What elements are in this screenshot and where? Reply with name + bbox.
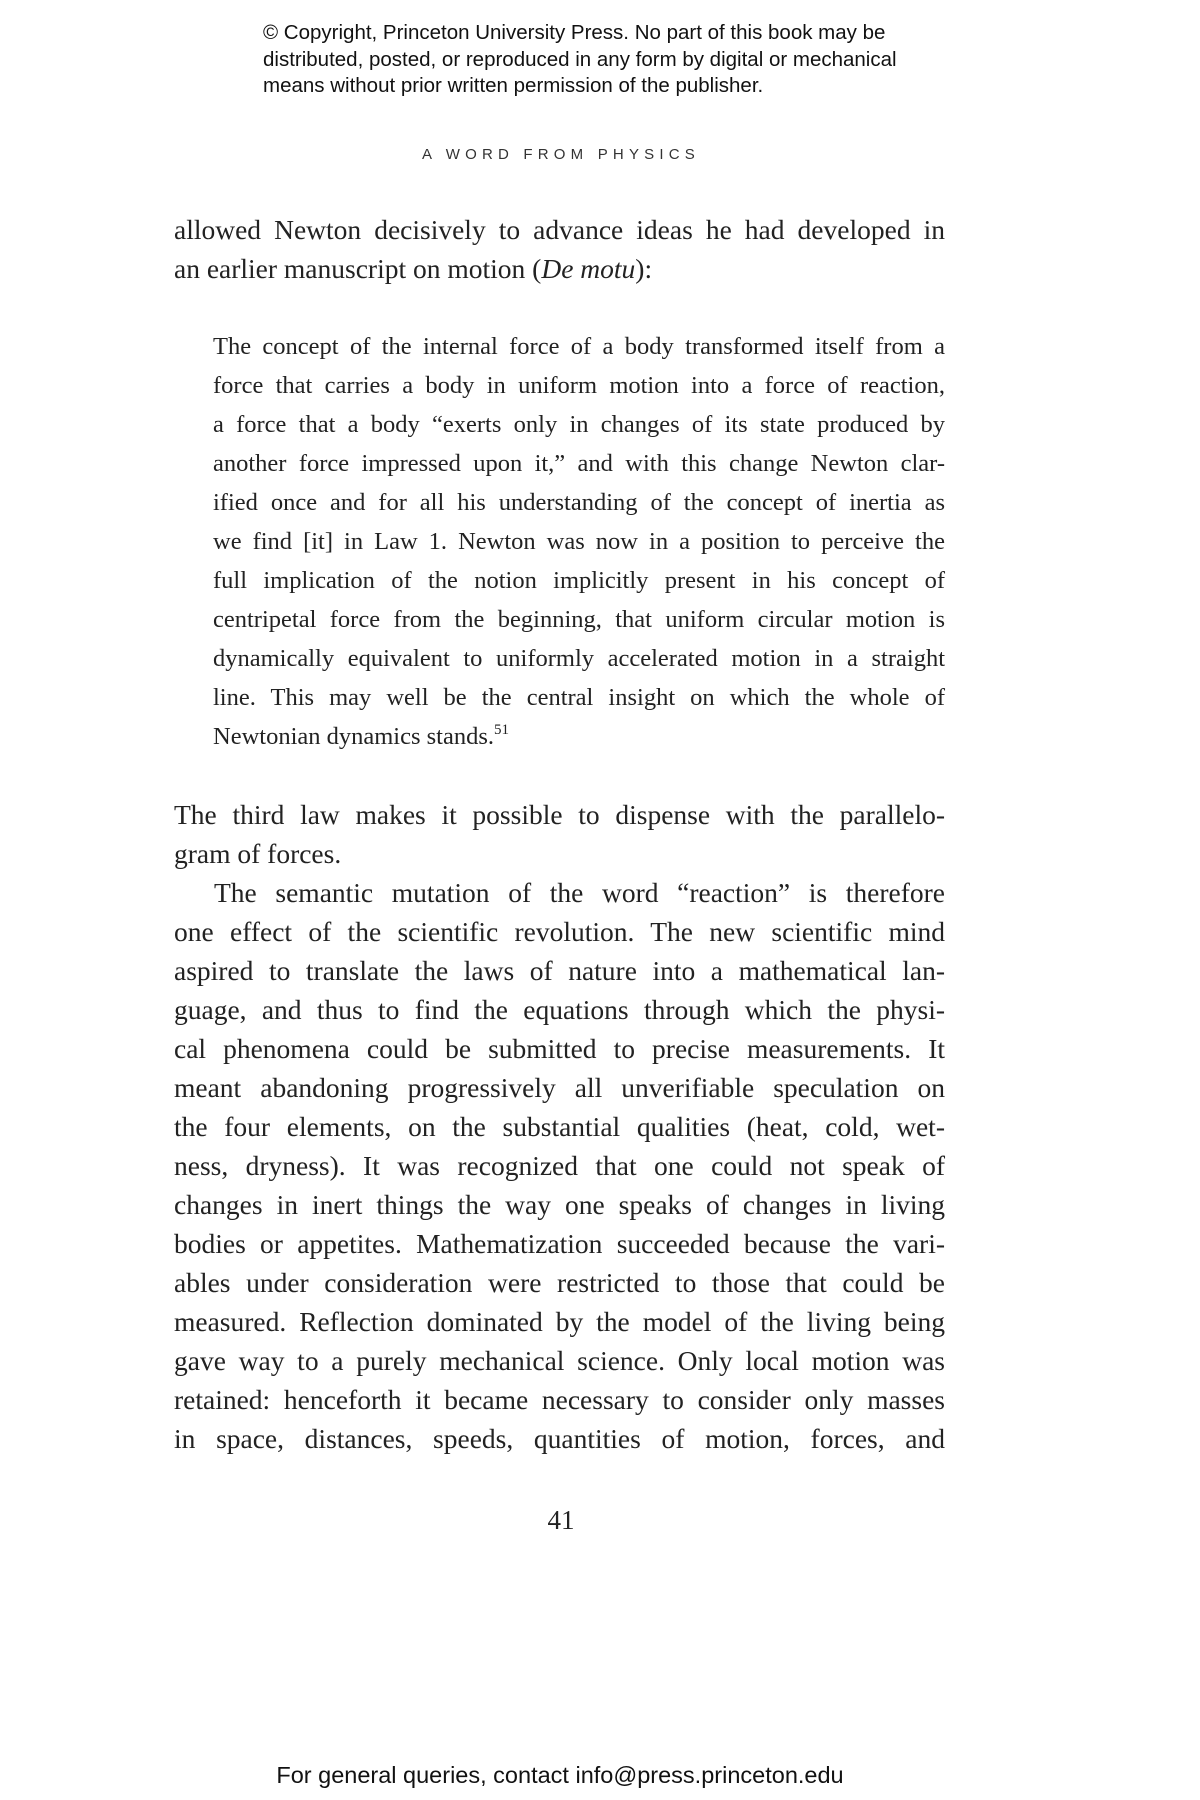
text-line: the four elements, on the substantial qualities (heat, cold, wet-	[174, 1111, 945, 1142]
text-span: ):	[635, 253, 653, 284]
quote-line: full implication of the notion implicitly present in his concept of	[213, 567, 945, 594]
paragraph	[174, 873, 945, 1458]
paragraph	[174, 795, 945, 873]
footnote-reference[interactable]: 51	[494, 722, 510, 738]
text-line: meant abandoning progressively all unverifiable speculation on	[174, 1072, 945, 1103]
text-line: aspired to translate the laws of nature into a mathematical lan-	[174, 955, 945, 986]
text-line	[174, 249, 945, 288]
copyright-line: means without prior written permission of the publisher.	[263, 74, 764, 97]
text-span: Newtonian dynamics stands.	[213, 723, 495, 750]
quote-line: The concept of the internal force of a body transformed itself from a	[213, 333, 945, 360]
quote-line: we find [it] in Law 1. Newton was now in a position to perceive the	[213, 528, 945, 555]
text-line: measured. Reflection dominated by the model of the living being	[174, 1306, 945, 1337]
text-line: gram of forces.	[174, 838, 342, 869]
quote-line: a force that a body “exerts only in changes of its state produced by	[213, 411, 945, 438]
text-line: in space, distances, speeds, quantities of motion, forces, and	[174, 1423, 945, 1454]
quote-line: line. This may well be the central insight on which the whole of	[213, 684, 945, 711]
text-line: gave way to a purely mechanical science. Only local motion was	[174, 1345, 945, 1376]
italic-title: De motu	[541, 253, 636, 284]
text-line: allowed Newton decisively to advance ideas he had developed in	[174, 214, 945, 245]
running-head: A WORD FROM PHYSICS	[422, 146, 700, 163]
page-number: 41	[547, 1505, 575, 1535]
text-line: cal phenomena could be submitted to precise measurements. It	[174, 1033, 945, 1064]
text-span: an earlier manuscript on motion (	[174, 253, 542, 284]
text-line: ness, dryness). It was recognized that one could not speak of	[174, 1150, 945, 1181]
text-line: guage, and thus to find the equations through which the physi-	[174, 994, 945, 1025]
text-line: changes in inert things the way one speaks of changes in living	[174, 1189, 945, 1220]
text-line: ables under consideration were restricted to those that could be	[174, 1267, 945, 1298]
quote-line: another force impressed upon it,” and with this change Newton clar-	[213, 450, 945, 477]
copyright-notice	[263, 20, 963, 100]
copyright-line: © Copyright, Princeton University Press. No part of this book may be	[263, 21, 886, 44]
block-quote	[213, 327, 945, 756]
quote-line: ified once and for all his understanding of the concept of inertia as	[213, 489, 945, 516]
copyright-line: distributed, posted, or reproduced in any form by digital or mechanical	[263, 47, 897, 71]
quote-line: dynamically equivalent to uniformly accelerated motion in a straight	[213, 645, 945, 672]
text-line: one effect of the scientific revolution. The new scientific mind	[174, 916, 945, 947]
text-line: retained: henceforth it became necessary to consider only masses	[174, 1384, 945, 1415]
text-line: The semantic mutation of the word “reaction” is therefore	[214, 877, 945, 908]
page-body	[174, 210, 945, 1458]
text-line: The third law makes it possible to dispense with the parallelo-	[174, 799, 945, 830]
quote-line: centripetal force from the beginning, that uniform circular motion is	[213, 606, 945, 633]
footer-contact: For general queries, contact info@press.princeton.edu	[276, 1762, 844, 1788]
quote-line	[213, 717, 945, 756]
intro-paragraph	[174, 210, 945, 288]
text-line: bodies or appetites. Mathematization succeeded because the vari-	[174, 1228, 945, 1259]
quote-line: force that carries a body in uniform motion into a force of reaction,	[213, 372, 945, 399]
